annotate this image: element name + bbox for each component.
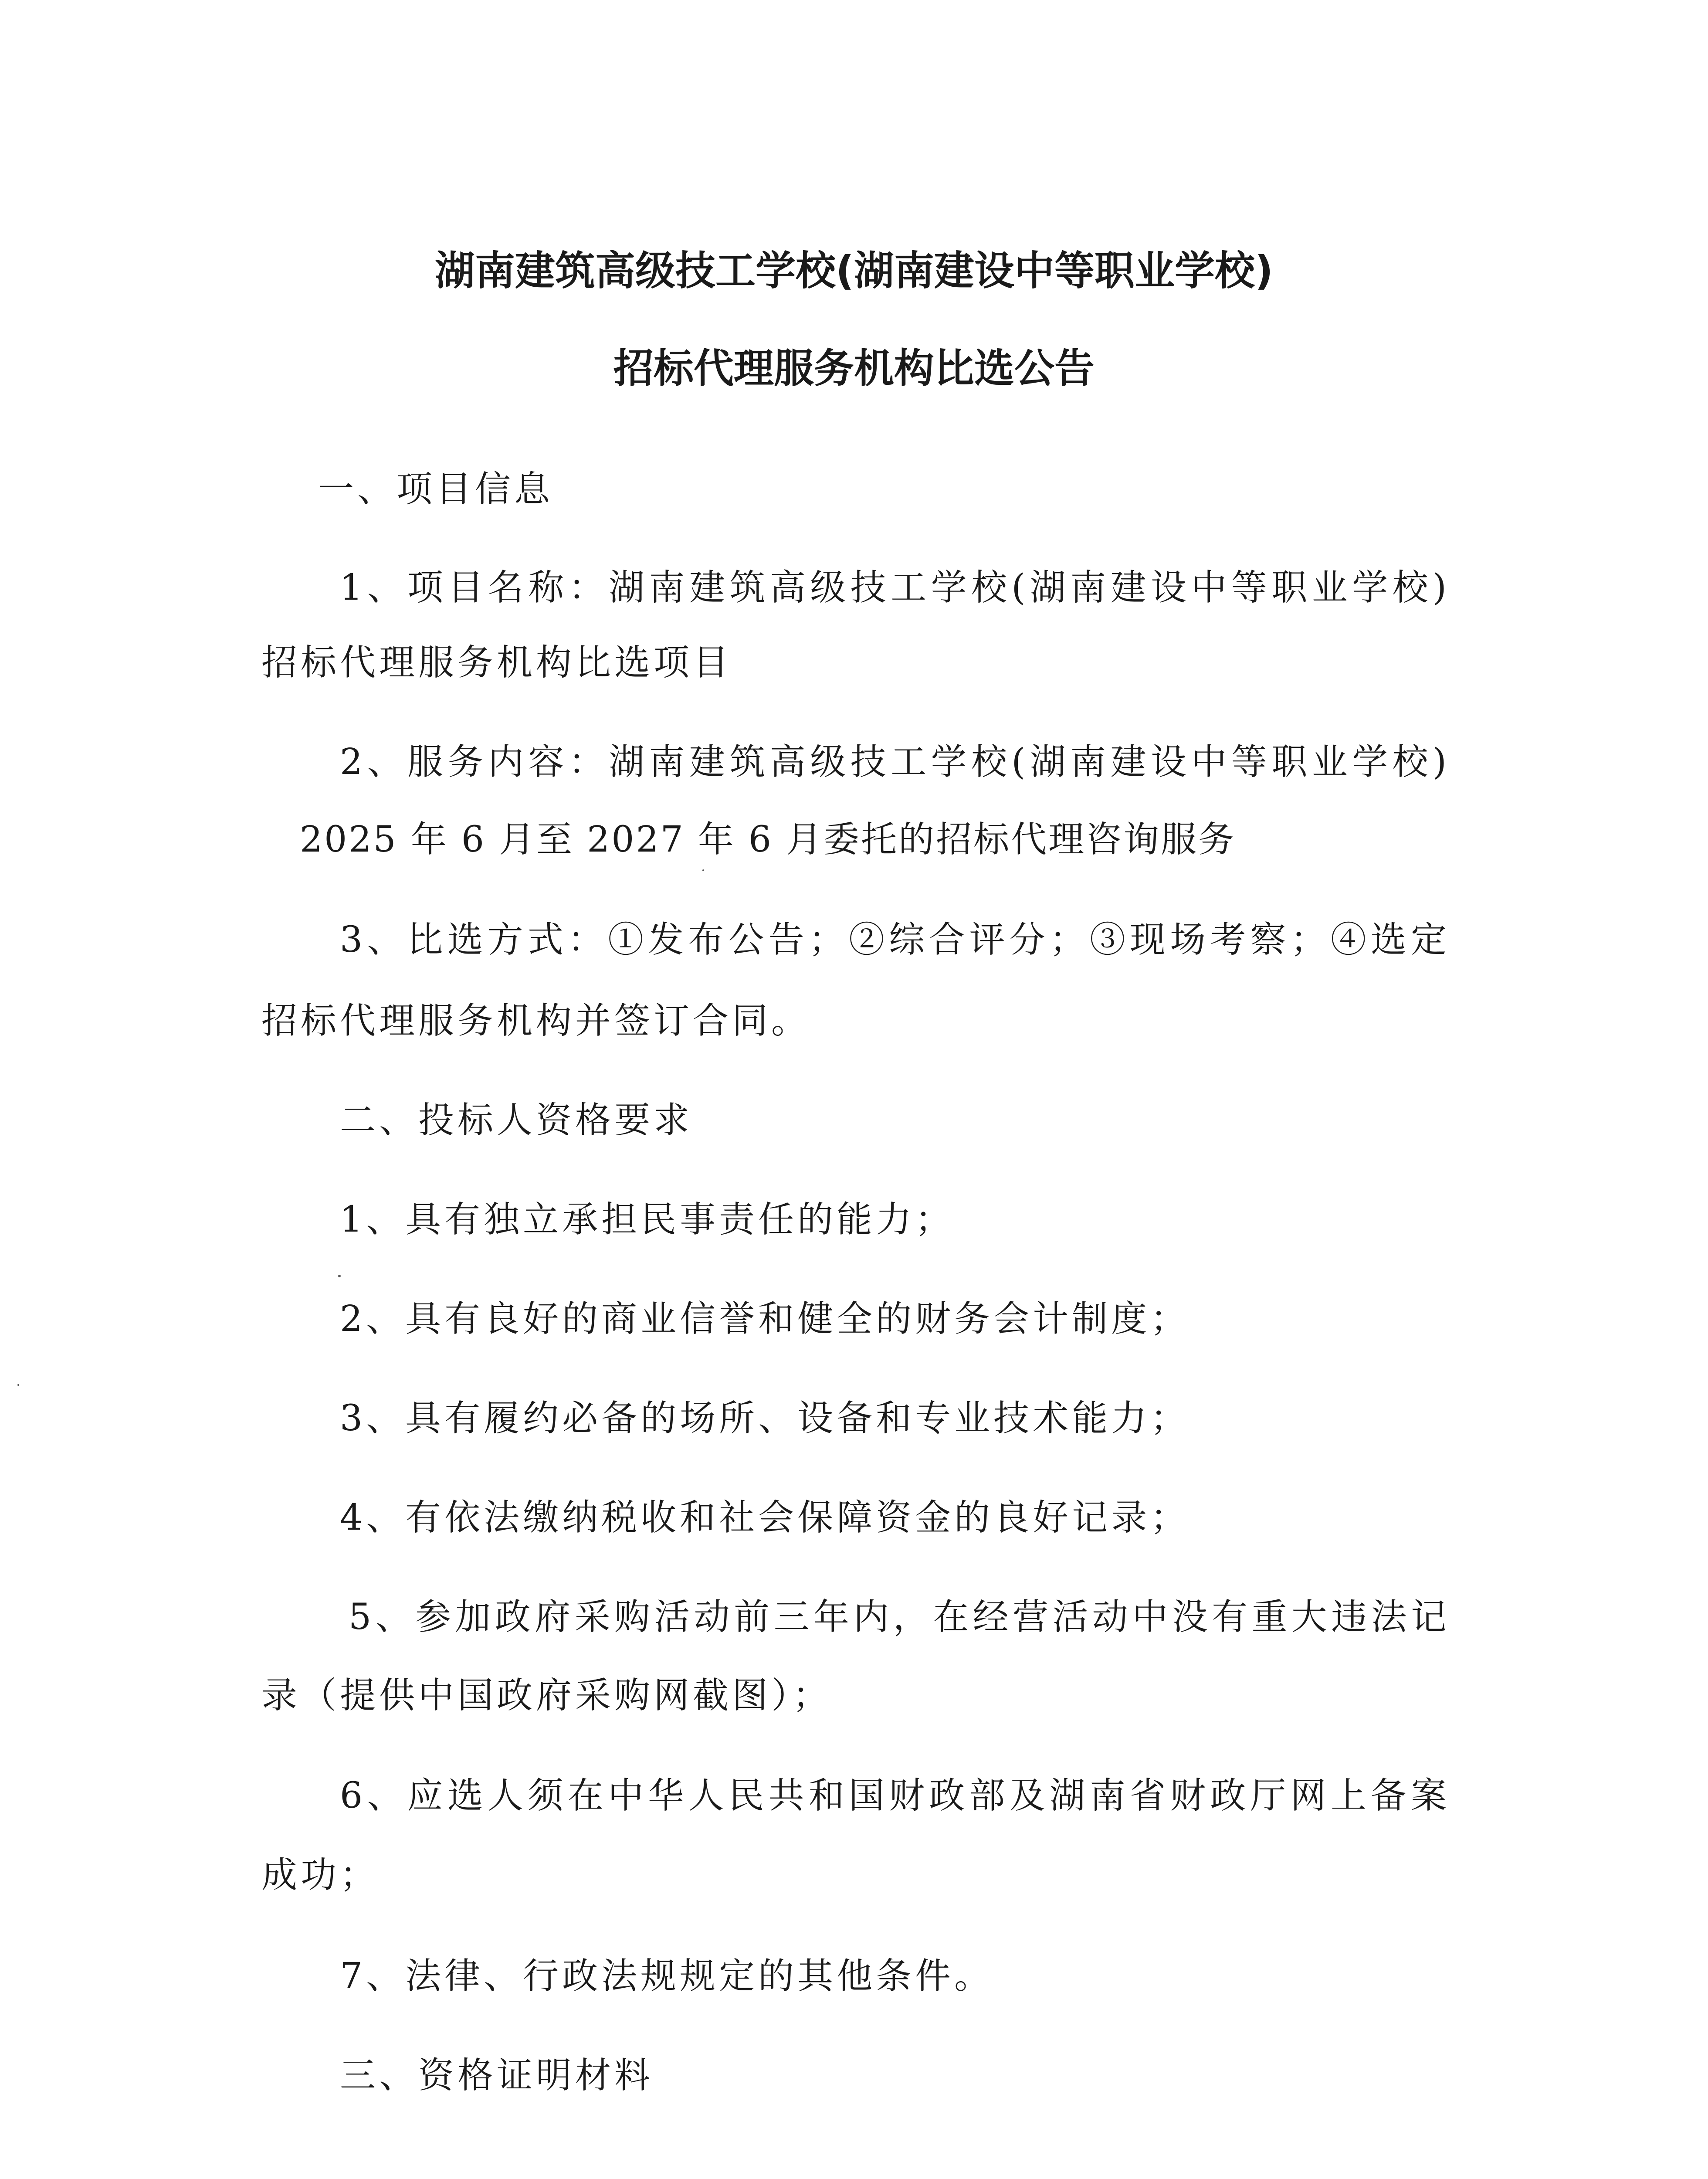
item-project-name-line1: 1、项目名称：湖南建筑高级技工学校(湖南建设中等职业学校) (340, 567, 1447, 608)
requirement-item-5-line1: 5、参加政府采购活动前三年内，在经营活动中没有重大违法记 (349, 1596, 1447, 1638)
requirement-item-2: 2、具有良好的商业信誉和健全的财务会计制度； (340, 1298, 1190, 1340)
requirement-item-6-line1: 6、应选人须在中华人民共和国财政部及湖南省财政厅网上备案 (340, 1775, 1447, 1816)
scan-speck (702, 869, 704, 871)
scan-speck (17, 1384, 19, 1386)
item-selection-method-line2: 招标代理服务机构并签订合同。 (261, 1000, 811, 1042)
section-heading-qualification-materials: 三、资格证明材料 (340, 2055, 654, 2096)
scan-speck (338, 1275, 341, 1277)
item-service-content-line2: 2025 年 6 月至 2027 年 6 月委托的招标代理咨询服务 (300, 819, 1236, 860)
item-selection-method-line1: 3、比选方式：①发布公告；②综合评分；③现场考察；④选定 (340, 919, 1447, 961)
requirement-item-6-line2: 成功； (261, 1854, 380, 1896)
document-title-line2: 招标代理服务机构比选公告 (613, 345, 1095, 392)
item-project-name-line2: 招标代理服务机构比选项目 (261, 642, 732, 683)
section-heading-bidder-requirements: 二、投标人资格要求 (340, 1100, 693, 1141)
requirement-item-7: 7、法律、行政法规规定的其他条件。 (340, 1955, 994, 1997)
requirement-item-5-line2: 录（提供中国政府采购网截图）； (261, 1675, 832, 1716)
requirement-item-1: 1、具有独立承担民事责任的能力； (340, 1199, 955, 1240)
section-heading-project-info: 一、项目信息 (318, 468, 554, 510)
document-title-line1: 湖南建筑高级技工学校(湖南建设中等职业学校) (434, 248, 1274, 294)
item-service-content-line1: 2、服务内容：湖南建筑高级技工学校(湖南建设中等职业学校) (340, 741, 1447, 783)
requirement-item-3: 3、具有履约必备的场所、设备和专业技术能力； (340, 1398, 1190, 1439)
requirement-item-4: 4、有依法缴纳税收和社会保障资金的良好记录； (340, 1497, 1190, 1538)
